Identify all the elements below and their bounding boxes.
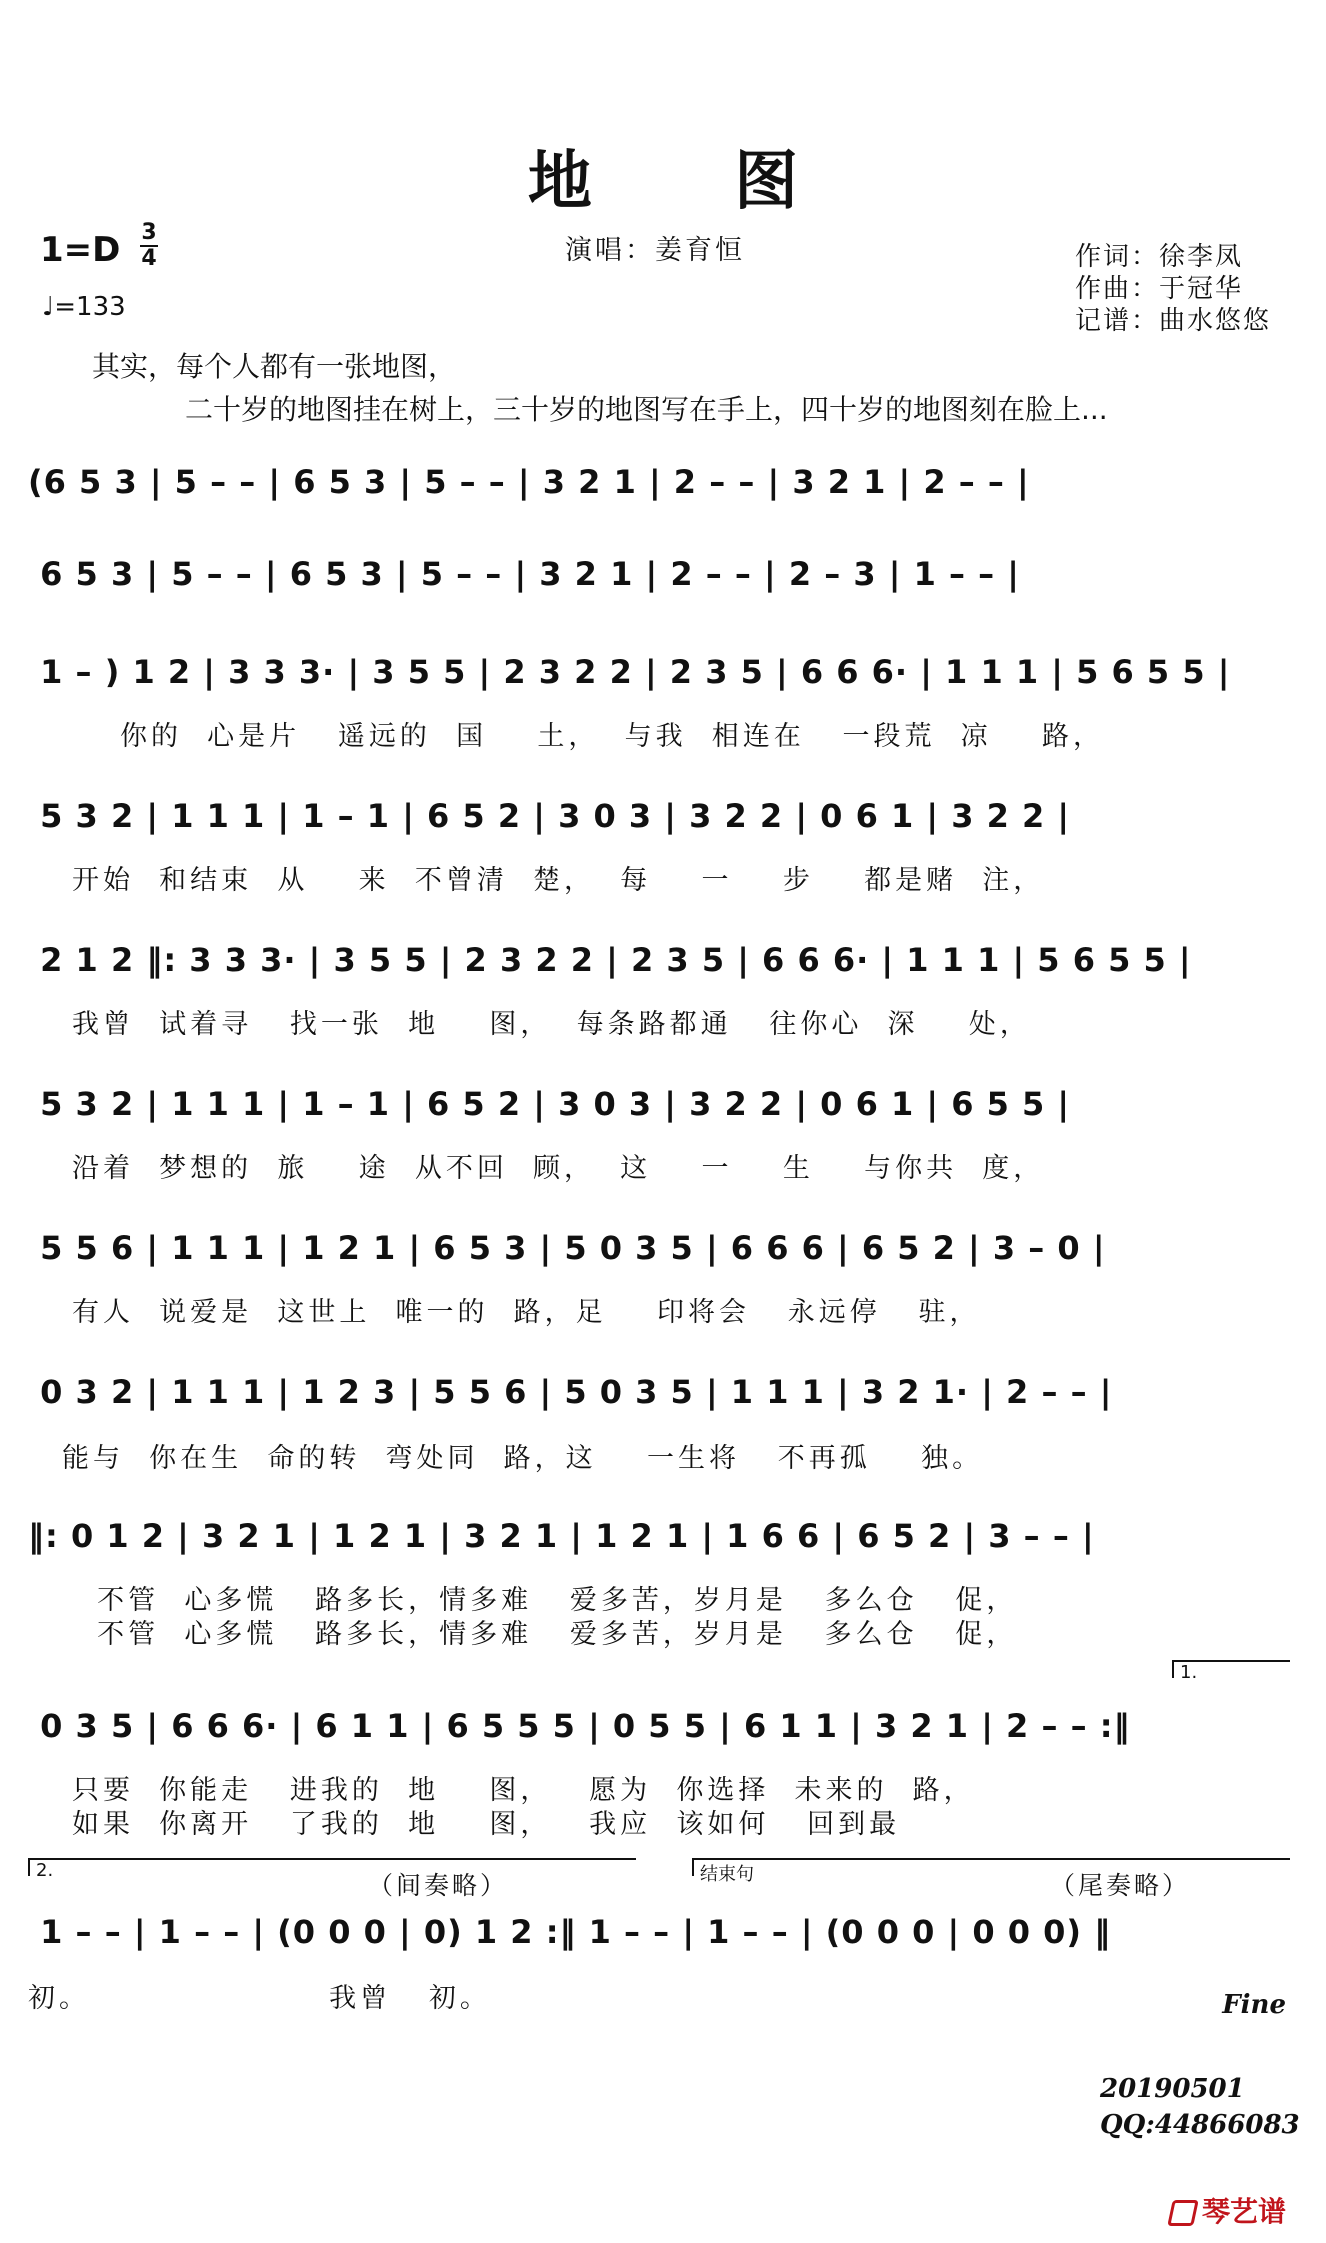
fine-marking: Fine: [1222, 1990, 1286, 2020]
site-logo: [1170, 2190, 1286, 2230]
lyric-line: 如果 你离开 了我的 地 图， 我应 该如何 回到最: [72, 1809, 901, 1840]
staff-notes: 5 5 6 | 1 1 1 | 1 2 1 | 6 5 3 | 5 0 3 5 | 6 6 6 | 6 5 2 | 3 – 0 |: [28, 1229, 1106, 1267]
staff-notes: 0 3 5 | 6 6 6· | 6 1 1 | 6 5 5 5 | 0 5 5 | 6 1 1 | 3 2 1 | 2 – – :‖: [28, 1707, 1131, 1745]
staff-notes: 1 – – | 1 – – | (0 0 0 | 0) 1 2 :‖ 1 – – | 1 – – | (0 0 0 | 0 0 0) ‖: [28, 1913, 1112, 1951]
staff-row-10: [28, 1694, 1290, 1758]
intro-text-line-1: 其实，每个人都有一张地图，: [92, 350, 457, 383]
lyric-line: 不管 心多慌 路多长，情多难 爱多苦，岁月是 多么仓 促，: [72, 1585, 1018, 1616]
time-sig-denominator: 4: [141, 246, 157, 271]
lyricist-credit: 作词：徐李凤: [1075, 242, 1244, 272]
lyric-line: 不管 心多慌 路多长，情多难 爱多苦，岁月是 多么仓 促，: [72, 1619, 1018, 1650]
tempo-marking: ♩=133: [42, 292, 126, 322]
staff-row-8: [28, 1360, 1290, 1424]
interlude-label: （间奏略）: [368, 1871, 509, 1900]
transcription-date: 20190501: [1100, 2074, 1245, 2104]
lyric-line: 你的 心是片 遥远的 国 土， 与我 相连在 一段荒 凉 路，: [120, 721, 1104, 752]
staff-row-11: [28, 1900, 1290, 1964]
staff-row-2: [28, 542, 1290, 606]
staff-notes: (6 5 3 | 5 – – | 6 5 3 | 5 – – | 3 2 1 | 2 – – | 3 2 1 | 2 – – |: [28, 463, 1030, 501]
logo-icon: [1167, 2200, 1199, 2226]
time-signature: [140, 222, 158, 270]
staff-notes: 5 3 2 | 1 1 1 | 1 – 1 | 6 5 2 | 3 0 3 | 3 2 2 | 0 6 1 | 6 5 5 |: [28, 1085, 1071, 1123]
contact-qq: QQ:44866083: [1100, 2110, 1300, 2140]
volta-ending-phrase: 结束句: [692, 1858, 1290, 1876]
time-sig-numerator: 3: [141, 220, 157, 245]
volta-second-ending: 2.: [28, 1858, 636, 1876]
singer-credit: 演唱：姜育恒: [565, 235, 745, 266]
outro-label: （尾奏略）: [1050, 1871, 1191, 1900]
staff-row-4: [28, 784, 1290, 848]
staff-notes: 0 3 2 | 1 1 1 | 1 2 3 | 5 5 6 | 5 0 3 5 | 1 1 1 | 3 2 1· | 2 – – |: [28, 1373, 1113, 1411]
staff-notes: ‖: 0 1 2 | 3 2 1 | 1 2 1 | 3 2 1 | 1 2 1 | 1 6 6 | 6 5 2 | 3 – – |: [28, 1517, 1095, 1555]
lyric-line: 能与 你在生 命的转 弯处同 路，这 一生将 不再孤 独。: [62, 1443, 984, 1474]
staff-notes: 5 3 2 | 1 1 1 | 1 – 1 | 6 5 2 | 3 0 3 | 3 2 2 | 0 6 1 | 3 2 2 |: [28, 797, 1071, 835]
lyric-line: 有人 说爱是 这世上 唯一的 路，足 印将会 永远停 驻，: [72, 1297, 981, 1328]
volta-first-ending: 1.: [1172, 1660, 1290, 1678]
composer-credit: 作曲：于冠华: [1075, 274, 1244, 304]
key-signature: 1=D: [40, 230, 121, 270]
lyric-line: 只要 你能走 进我的 地 图， 愿为 你选择 未来的 路，: [72, 1775, 975, 1806]
staff-notes: 6 5 3 | 5 – – | 6 5 3 | 5 – – | 3 2 1 | 2 – – | 2 – 3 | 1 – – |: [28, 555, 1020, 593]
lyric-line: 开始 和结束 从 来 不曾清 楚， 每 一 步 都是赌 注，: [72, 865, 1045, 896]
staff-notes: 2 1 2 ‖: 3 3 3· | 3 5 5 | 2 3 2 2 | 2 3 5 | 6 6 6· | 1 1 1 | 5 6 5 5 |: [28, 941, 1192, 979]
staff-row-9: [28, 1504, 1290, 1568]
lyric-line: 我曾 试着寻 找一张 地 图， 每条路都通 往你心 深 处，: [72, 1009, 1031, 1040]
lyric-line: 初。 我曾 初。: [28, 1983, 491, 2014]
staff-row-1: [28, 450, 1290, 514]
staff-notes: 1 – ) 1 2 | 3 3 3· | 3 5 5 | 2 3 2 2 | 2 3 5 | 6 6 6· | 1 1 1 | 5 6 5 5 |: [28, 653, 1231, 691]
staff-row-6: [28, 1072, 1290, 1136]
transcriber-credit: 记谱：曲水悠悠: [1075, 306, 1272, 336]
logo-text: 琴艺谱: [1202, 2195, 1287, 2228]
lyric-line: 沿着 梦想的 旅 途 从不回 顾， 这 一 生 与你共 度，: [72, 1153, 1045, 1184]
staff-row-7: [28, 1216, 1290, 1280]
intro-text-line-2: 二十岁的地图挂在树上，三十岁的地图写在手上，四十岁的地图刻在脸上...: [185, 393, 1108, 426]
song-title: 地 图: [527, 145, 859, 219]
staff-row-3: [28, 640, 1290, 704]
staff-row-5: [28, 928, 1290, 992]
